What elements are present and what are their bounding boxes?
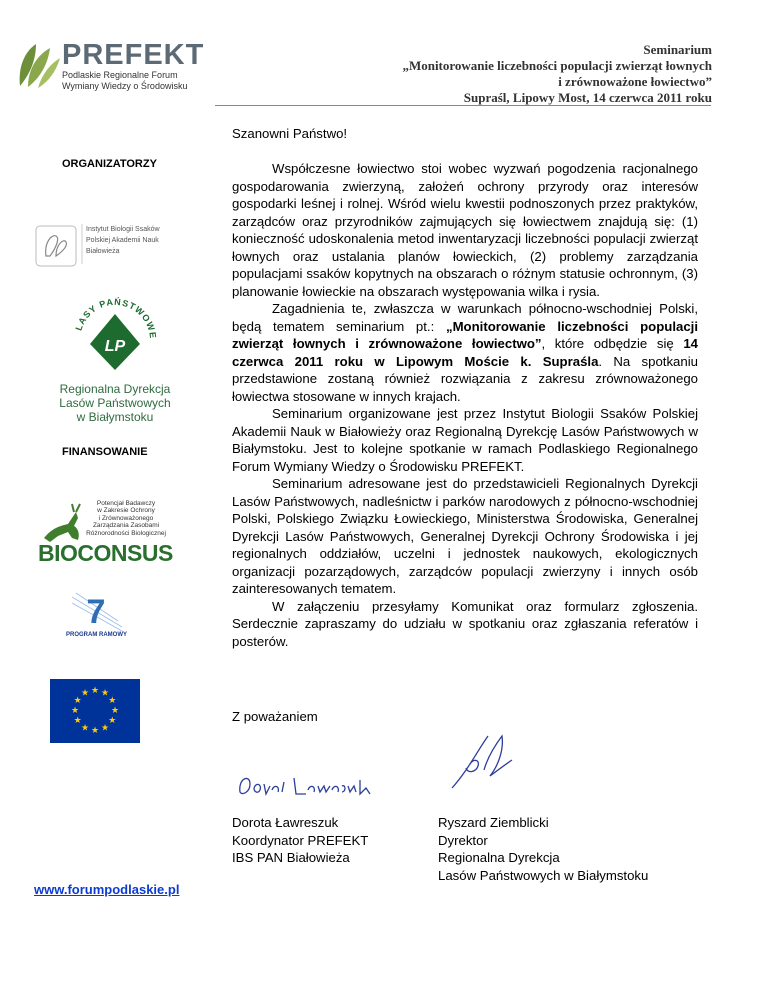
signature-right bbox=[438, 814, 648, 884]
signature-ziemblicki-icon bbox=[448, 730, 518, 792]
svg-text:★: ★ bbox=[90, 686, 100, 696]
svg-text:★: ★ bbox=[100, 723, 110, 734]
website-link[interactable]: www.forumpodlaskie.pl bbox=[34, 882, 180, 897]
header-line-2: „Monitorowanie liczebności populacji zwierząt łownych bbox=[402, 58, 712, 73]
paragraph-5: W załączeniu przesyłamy Komunikat oraz formularz zgłoszenia. Serdecznie zapraszamy do udziału w spotkaniu oraz zgłaszania referatów i posterów. bbox=[232, 598, 698, 649]
logo-subtitle-2: Wymiany Wiedzy o Środowisku bbox=[62, 81, 188, 91]
fp7-digit: 7 bbox=[86, 593, 106, 631]
p2-text-c: . Na spotkaniu przedstawione zostaną również rozwiązania z zakresu zrównoważonego łowiectwa stosowane w innych krajach. bbox=[232, 353, 698, 404]
signer-left-org: IBS PAN Białowieża bbox=[232, 850, 350, 865]
lp-ring-text: LASY PAŃSTWOWE bbox=[73, 296, 159, 340]
bio-small-2: w Zakresie Ochrony bbox=[97, 507, 155, 515]
svg-text:★: ★ bbox=[90, 726, 100, 736]
lasy-panstwowe-logo-icon bbox=[60, 296, 170, 376]
p2-seminar-title: „Monitorowanie liczebności populacji zwierząt łownych i zrównoważone łowiectwo” bbox=[232, 318, 698, 351]
paragraph-1: Współczesne łowiectwo stoi wobec wyzwań pogodzenia racjonalnego gospodarowania zwierzyną, założeń ochrony przyrody oraz interesów gospodarki leśnej i rolnej. Wśród wielu kwestii podnoszonych przez praktyków, zarządców oraz przyrodników zajmujących się łowiectwem znajdują się: (1) konieczność udoskonalenia metod inwentaryzacji liczebności populacji zwierząt łownych oraz ustalania planów łowieckich, (2) problemy zarządzania populacjami ssaków kopytnych na obszarach o różnym statusie ochronnym, (3) planowanie łowieckie na obszarach występowania wilka i rysia. bbox=[232, 161, 698, 299]
funding-title: FINANSOWANIE bbox=[62, 446, 148, 458]
svg-text:★: ★ bbox=[108, 716, 117, 726]
signature-lawreszuk-icon bbox=[236, 770, 376, 802]
rdlp-line-1: Regionalna Dyrekcja bbox=[59, 382, 171, 396]
svg-text:★: ★ bbox=[80, 723, 90, 734]
header-line-4: Supraśl, Lipowy Most, 14 czerwca 2011 roku bbox=[463, 90, 712, 105]
header-line-3: i zrównoważone łowiectwo” bbox=[558, 74, 712, 89]
svg-text:★: ★ bbox=[73, 696, 82, 706]
eu-flag-icon bbox=[50, 679, 140, 743]
rdlp-text bbox=[40, 382, 190, 424]
signer-left-name: Dorota Ławreszuk bbox=[232, 815, 339, 830]
signer-right-name: Ryszard Ziemblicki bbox=[438, 815, 549, 830]
svg-text:★: ★ bbox=[108, 696, 117, 706]
svg-text:★: ★ bbox=[100, 688, 110, 699]
closing: Z poważaniem bbox=[232, 709, 318, 724]
svg-text:★: ★ bbox=[110, 706, 120, 716]
bio-small-5: Różnorodności Biologicznej bbox=[86, 529, 166, 537]
header-line-1: Seminarium bbox=[643, 42, 712, 57]
rdlp-line-2: Lasów Państwowych bbox=[59, 396, 171, 410]
ibs-line-3: Białowieża bbox=[86, 248, 120, 255]
logo-subtitle-1: Podlaskie Regionalne Forum bbox=[62, 70, 178, 80]
p2-text-b: , które odbędzie się bbox=[541, 336, 684, 351]
signature-left bbox=[232, 814, 368, 867]
signer-right-org-2: Lasów Państwowych w Białymstoku bbox=[438, 867, 649, 883]
organizers-title: ORGANIZATORZY bbox=[62, 158, 157, 170]
signer-right-org-1: Regionalna Dyrekcja bbox=[438, 850, 560, 865]
bio-small-4: Zarządzania Zasobami bbox=[92, 522, 160, 530]
paragraph-2 bbox=[232, 300, 698, 405]
fp7-text: PROGRAM RAMOWY bbox=[66, 632, 127, 638]
logo-text-block bbox=[62, 40, 204, 92]
rdlp-line-3: w Białymstoku bbox=[76, 410, 154, 424]
bioconsus-wordmark: BIOCONSUS bbox=[38, 540, 173, 566]
header-divider bbox=[215, 105, 711, 106]
bio-small-3: i Zrównoważonego bbox=[98, 514, 154, 522]
logo-word: PREFEKT bbox=[62, 39, 205, 71]
bio-small-1: Potencjał Badawczy bbox=[96, 500, 156, 507]
p2-date-place: 14 czerwca 2011 roku w Lipowym Moście k. Supraśla bbox=[232, 336, 698, 369]
ibs-pan-text bbox=[86, 224, 160, 257]
fp7-logo-icon bbox=[62, 587, 132, 637]
letter-body bbox=[232, 125, 698, 650]
lp-badge: LP bbox=[104, 338, 126, 355]
signer-right-role: Dyrektor bbox=[438, 832, 488, 848]
ibs-line-1: Instytut Biologii Ssaków bbox=[86, 226, 160, 233]
svg-text:★: ★ bbox=[73, 716, 82, 726]
seminar-header bbox=[292, 42, 712, 106]
p2-text-a: Zagadnienia te, zwłaszcza w warunkach północno-wschodniej Polski, będą tematem seminarium pt.: bbox=[232, 301, 698, 334]
paragraph-4: Seminarium adresowane jest do przedstawicieli Regionalnych Dyrekcji Lasów Państwowych, nadleśnictw i parków narodowych z północno-wschodniej Polski, Polskiego Związku Łowieckiego, Ministerstwa Środowiska, Generalnej Dyrekcji Lasów Państwowych, Generalnej Dyrekcji Ochrony Środowiska i jej regionalnych oddziałów, uczelni i jednostek naukowych, ekologicznych organizacji pozarządowych, zarządców populacji zwierzyny i innych osób zainteresowanych tematem. bbox=[232, 476, 698, 596]
greeting: Szanowni Państwo! bbox=[232, 126, 348, 141]
signer-left-role: Koordynator PREFEKT bbox=[232, 832, 369, 848]
bioconsus-subtitle bbox=[86, 500, 166, 537]
svg-text:★: ★ bbox=[70, 706, 80, 716]
svg-text:★: ★ bbox=[80, 688, 90, 699]
paragraph-3: Seminarium organizowane jest przez Instytut Biologii Ssaków Polskiej Akademii Nauk w Białowieży oraz Regionalną Dyrekcję Lasów Państwowych w Białymstoku. Jest to kolejne spotkanie w ramach Podlaskiego Regionalnego Forum Wymiany Wiedzy o Środowisku PREFEKT. bbox=[232, 406, 698, 474]
ibs-line-2: Polskiej Akademii Nauk bbox=[86, 237, 159, 244]
